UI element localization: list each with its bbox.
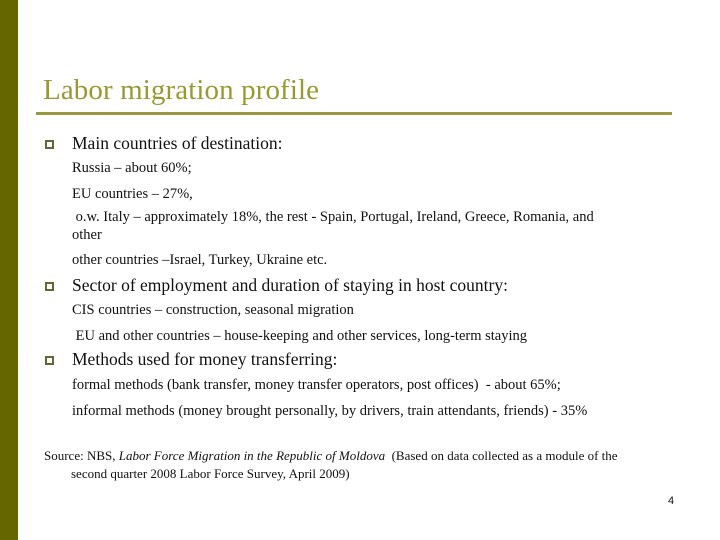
bullet-heading-money-transfer: Methods used for money transferring:	[72, 349, 338, 369]
sub-item-cis: CIS countries – construction, seasonal migration	[72, 302, 354, 318]
hollow-square-bullet-icon	[45, 356, 54, 365]
bullet-heading-destinations: Main countries of destination:	[72, 133, 283, 153]
bullet-heading-employment: Sector of employment and duration of staying in host country:	[72, 275, 508, 295]
sub-item-russia: Russia – about 60%;	[72, 160, 192, 176]
sub-item-other-countries: other countries –Israel, Turkey, Ukraine etc.	[72, 252, 328, 268]
source-note	[44, 447, 684, 483]
page-number: 4	[668, 495, 675, 507]
source-suffix: (Based on data collected as a module of the	[385, 448, 618, 463]
sub-item-eu-other: EU and other countries – house-keeping and other services, long-term staying	[72, 328, 528, 344]
sub-item-formal: formal methods (bank transfer, money transfer operators, post offices) - about 65%;	[72, 377, 561, 393]
sub-item-informal: informal methods (money brought personally, by drivers, train attendants, friends) - 35%	[72, 403, 588, 419]
source-line-2: second quarter 2008 Labor Force Survey, April 2009)	[71, 466, 350, 481]
hollow-square-bullet-icon	[45, 140, 54, 149]
title-underline	[36, 112, 672, 115]
slide-title: Labor migration profile	[43, 74, 320, 106]
source-prefix: Source: NBS,	[44, 448, 119, 463]
side-accent-bar	[0, 0, 18, 540]
sub-item-eu: EU countries – 27%,	[72, 186, 193, 202]
source-title: Labor Force Migration in the Republic of Moldova	[118, 448, 386, 463]
sub-item-italy: o.w. Italy – approximately 18%, the rest - Spain, Portugal, Ireland, Greece, Romania, and	[72, 209, 594, 225]
sub-item-other-wrap: other	[72, 227, 102, 243]
hollow-square-bullet-icon	[45, 282, 54, 291]
